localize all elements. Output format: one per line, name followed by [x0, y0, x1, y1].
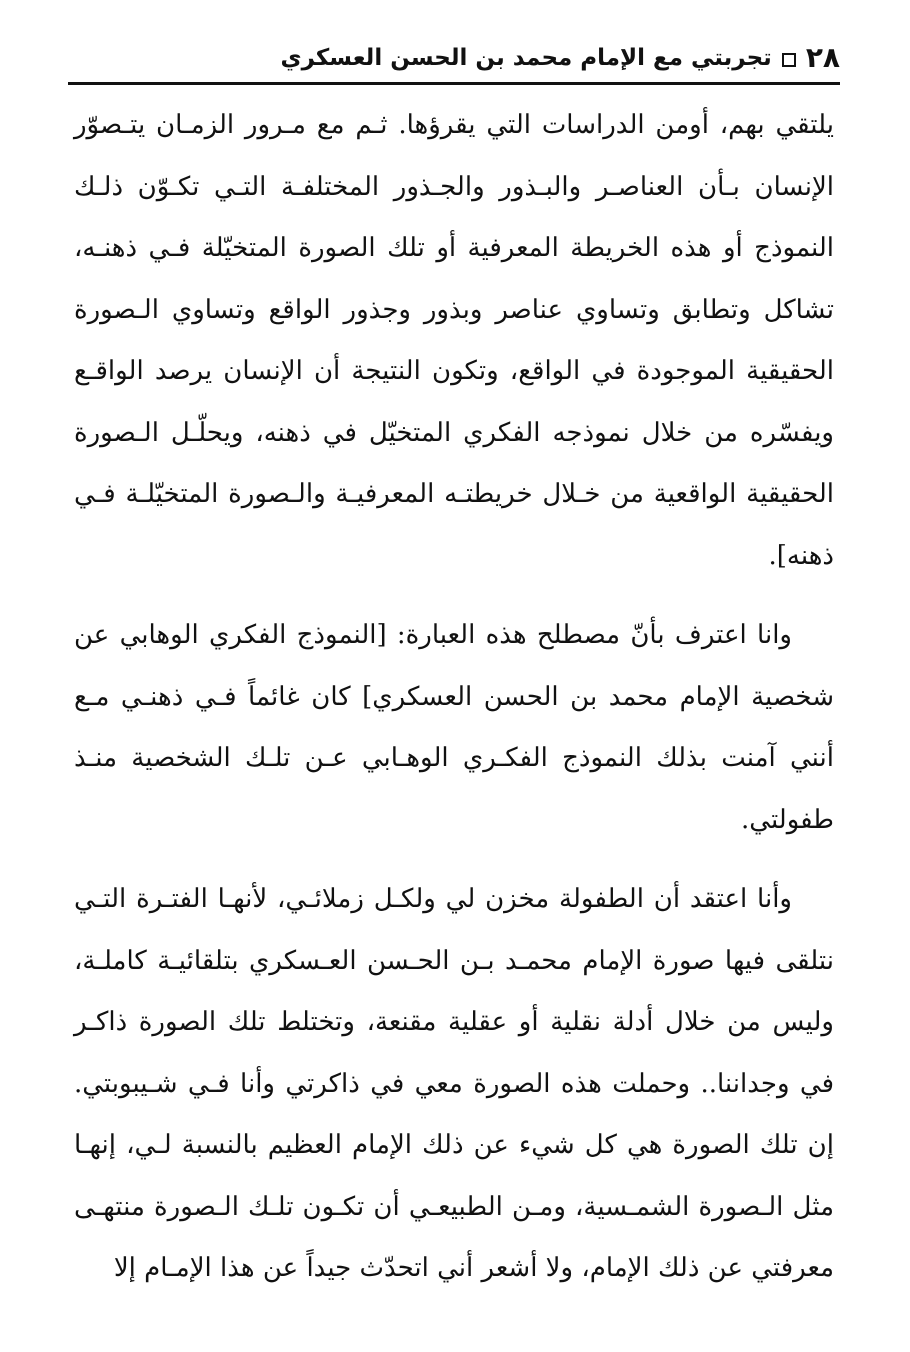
paragraph-spacer: [74, 851, 834, 869]
paragraph-3: وأنا اعتقد أن الطفولة مخزن لي ولكـل زملائـي، لأنهـا الفتـرة التـي نتلقى فيها صورة الإمام محمـد بـن الحـسن العـسكري بتلقائيـة كاملـة، وليس من خلال أدلة نقلية أو عقلية مقنعة، وتختلط تلك الصورة ذاكـر في وجداننا.. وحملت هذه الصورة معي في ذاكرتي وأنا فـي شـيبوبتي. إن تلك الصورة هي كل شيء عن ذلك الإمام العظيم بالنسبة لـي، إنهـا مثل الـصورة الشمـسية، ومـن الطبيعـي أن تكـون تلـك الـصورة منتهـى معرفتي عن ذلك الإمام، ولا أشعر أني اتحدّث جيداً عن هذا الإمـام إلا: [74, 884, 834, 1283]
page-body: [74, 95, 834, 1300]
paragraph-spacer: [74, 587, 834, 605]
paragraph-2: وانا اعترف بأنّ مصطلح هذه العبارة: [النموذج الفكري الوهابي عن شخصية الإمام محمد بن الحسن العسكري] كان غائماً فـي ذهنـي مـع أنني آمنت بذلك النموذج الفكـري الوهـابي عـن تلـك الشخصية منـذ طفولتي.: [74, 620, 834, 835]
book-title: تجربتي مع الإمام محمد بن الحسن العسكري: [280, 45, 772, 71]
header-rule: [68, 82, 840, 85]
paragraph-1: يلتقي بهم، أومن الدراسات التي يقرؤها. ثـم مع مـرور الزمـان يتـصوّر الإنسان بـأن العناصـر والبـذور والجـذور المختلفـة التـي تكـوّن ذلـك النموذج أو هذه الخريطة المعرفية أو تلك الصورة المتخيّلة فـي ذهنـه، تشاكل وتطابق وتساوي عناصر وبذور وجذور الواقع وتساوي الـصورة الحقيقية الموجودة في الواقع، وتكون النتيجة أن الإنسان يرصد الواقـع ويفسّره من خلال نموذجه الفكري المتخيّل في ذهنه، ويحلّـل الـصورة الحقيقية الواقعية من خـلال خريطتـه المعرفيـة والـصورة المتخيّلـة فـي ذهنه].: [74, 110, 834, 571]
square-bullet-icon: [782, 53, 796, 67]
page-number: ٢٨: [805, 41, 840, 74]
running-header: [70, 34, 840, 82]
